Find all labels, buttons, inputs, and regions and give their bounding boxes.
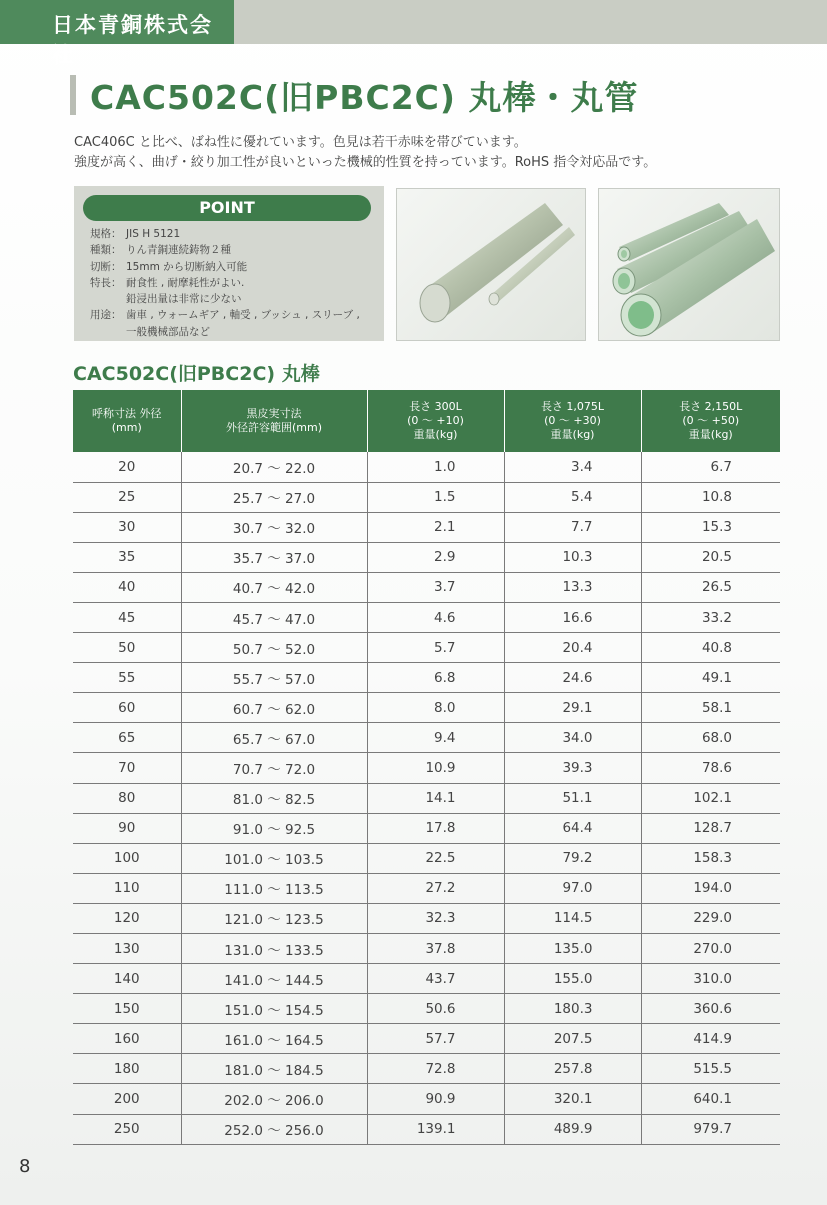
header-text: 長さ 1,075L bbox=[540, 400, 605, 413]
cell-actual-dimension: 81.0 ～ 82.5 bbox=[181, 783, 367, 813]
cell-nominal-diameter: 110 bbox=[73, 873, 181, 903]
header-text: 重量(kg) bbox=[688, 428, 733, 441]
point-item bbox=[90, 259, 380, 275]
cell-weight-2150: 414.9 bbox=[641, 1024, 780, 1054]
table-row bbox=[73, 1114, 780, 1144]
cell-actual-dimension: 55.7 ～ 57.0 bbox=[181, 663, 367, 693]
cell-nominal-diameter: 140 bbox=[73, 964, 181, 994]
cell-weight-2150: 194.0 bbox=[641, 873, 780, 903]
cell-weight-2150: 49.1 bbox=[641, 663, 780, 693]
table-row bbox=[73, 693, 780, 723]
cell-weight-1075: 7.7 bbox=[504, 512, 641, 542]
cell-actual-dimension: 252.0 ～ 256.0 bbox=[181, 1114, 367, 1144]
cell-nominal-diameter: 50 bbox=[73, 633, 181, 663]
point-item bbox=[90, 324, 380, 340]
point-item-text: 15mm から切断納入可能 bbox=[126, 260, 248, 273]
cell-weight-300: 72.8 bbox=[367, 1054, 504, 1084]
cell-actual-dimension: 60.7 ～ 62.0 bbox=[181, 693, 367, 723]
cell-weight-300: 9.4 bbox=[367, 723, 504, 753]
cell-weight-1075: 64.4 bbox=[504, 813, 641, 843]
page-title: CAC502C(旧PBC2C) 丸棒・丸管 bbox=[90, 78, 639, 117]
cell-weight-2150: 20.5 bbox=[641, 542, 780, 572]
cell-weight-300: 57.7 bbox=[367, 1024, 504, 1054]
cell-weight-2150: 158.3 bbox=[641, 843, 780, 873]
intro-text bbox=[74, 133, 774, 173]
header-weight-1075 bbox=[504, 390, 641, 452]
table-body bbox=[73, 452, 780, 1144]
cell-weight-300: 17.8 bbox=[367, 813, 504, 843]
cell-weight-2150: 360.6 bbox=[641, 994, 780, 1024]
table-row bbox=[73, 1024, 780, 1054]
cell-weight-300: 5.7 bbox=[367, 633, 504, 663]
point-item-label: 切断： bbox=[90, 260, 122, 273]
cell-weight-300: 43.7 bbox=[367, 964, 504, 994]
cell-weight-1075: 97.0 bbox=[504, 873, 641, 903]
cell-actual-dimension: 121.0 ～ 123.5 bbox=[181, 903, 367, 933]
cell-actual-dimension: 40.7 ～ 42.0 bbox=[181, 572, 367, 602]
cell-nominal-diameter: 35 bbox=[73, 542, 181, 572]
header-weight-300 bbox=[367, 390, 504, 452]
table-row bbox=[73, 964, 780, 994]
point-item-label: 種類： bbox=[90, 244, 122, 257]
page-number: 8 bbox=[19, 1156, 31, 1177]
cell-weight-2150: 515.5 bbox=[641, 1054, 780, 1084]
table-row bbox=[73, 663, 780, 693]
table-title: CAC502C(旧PBC2C) 丸棒 bbox=[73, 363, 320, 385]
cell-weight-1075: 39.3 bbox=[504, 753, 641, 783]
header-text: 長さ 300L bbox=[409, 400, 462, 413]
table-row bbox=[73, 633, 780, 663]
table-row bbox=[73, 873, 780, 903]
cell-actual-dimension: 65.7 ～ 67.0 bbox=[181, 723, 367, 753]
cell-weight-1075: 16.6 bbox=[504, 602, 641, 632]
cell-weight-1075: 34.0 bbox=[504, 723, 641, 753]
cell-weight-300: 1.5 bbox=[367, 482, 504, 512]
point-item-label: 規格： bbox=[90, 228, 122, 240]
cell-weight-2150: 270.0 bbox=[641, 934, 780, 964]
cell-weight-300: 27.2 bbox=[367, 873, 504, 903]
cell-nominal-diameter: 100 bbox=[73, 843, 181, 873]
cell-actual-dimension: 131.0 ～ 133.5 bbox=[181, 934, 367, 964]
cell-nominal-diameter: 180 bbox=[73, 1054, 181, 1084]
cell-weight-1075: 207.5 bbox=[504, 1024, 641, 1054]
cell-weight-2150: 310.0 bbox=[641, 964, 780, 994]
cell-actual-dimension: 181.0 ～ 184.5 bbox=[181, 1054, 367, 1084]
cell-weight-2150: 15.3 bbox=[641, 512, 780, 542]
cell-weight-300: 32.3 bbox=[367, 903, 504, 933]
cell-nominal-diameter: 120 bbox=[73, 903, 181, 933]
cell-weight-300: 139.1 bbox=[367, 1114, 504, 1144]
cell-nominal-diameter: 25 bbox=[73, 482, 181, 512]
cell-nominal-diameter: 130 bbox=[73, 934, 181, 964]
header-weight-2150 bbox=[641, 390, 780, 452]
cell-weight-300: 50.6 bbox=[367, 994, 504, 1024]
cell-weight-300: 4.6 bbox=[367, 602, 504, 632]
point-item-text: 一般機械部品など bbox=[126, 325, 210, 338]
cell-weight-2150: 6.7 bbox=[641, 452, 780, 482]
cell-weight-2150: 102.1 bbox=[641, 783, 780, 813]
cell-weight-300: 6.8 bbox=[367, 663, 504, 693]
cell-weight-2150: 128.7 bbox=[641, 813, 780, 843]
point-heading: POINT bbox=[83, 195, 371, 221]
product-photo-rods bbox=[396, 188, 586, 341]
round-bars-image bbox=[397, 189, 586, 341]
header-text: (0 ～ +50) bbox=[682, 414, 740, 427]
cell-weight-2150: 78.6 bbox=[641, 753, 780, 783]
table-row bbox=[73, 482, 780, 512]
cell-weight-2150: 979.7 bbox=[641, 1114, 780, 1144]
header-text: (0 ～ +30) bbox=[544, 414, 601, 427]
cell-weight-1075: 320.1 bbox=[504, 1084, 641, 1114]
cell-actual-dimension: 35.7 ～ 37.0 bbox=[181, 542, 367, 572]
cell-weight-300: 8.0 bbox=[367, 693, 504, 723]
cell-weight-2150: 640.1 bbox=[641, 1084, 780, 1114]
table-row bbox=[73, 783, 780, 813]
table-row bbox=[73, 994, 780, 1024]
cell-actual-dimension: 141.0 ～ 144.5 bbox=[181, 964, 367, 994]
cell-nominal-diameter: 70 bbox=[73, 753, 181, 783]
cell-nominal-diameter: 45 bbox=[73, 602, 181, 632]
header-text: (0 ～ +10) bbox=[407, 414, 464, 427]
cell-nominal-diameter: 90 bbox=[73, 813, 181, 843]
table-row bbox=[73, 602, 780, 632]
cell-weight-2150: 26.5 bbox=[641, 572, 780, 602]
header-text: 重量(kg) bbox=[413, 428, 458, 441]
header-actual-dimension bbox=[181, 390, 367, 452]
point-item-text: 耐食性 , 耐摩耗性がよい. bbox=[126, 276, 245, 289]
header-text: 長さ 2,150L bbox=[679, 400, 743, 413]
cell-weight-300: 3.7 bbox=[367, 572, 504, 602]
cell-weight-2150: 68.0 bbox=[641, 723, 780, 753]
table-header-row bbox=[73, 390, 780, 452]
table-row bbox=[73, 1084, 780, 1114]
cell-weight-300: 37.8 bbox=[367, 934, 504, 964]
cell-weight-1075: 79.2 bbox=[504, 843, 641, 873]
cell-weight-300: 2.1 bbox=[367, 512, 504, 542]
cell-weight-300: 2.9 bbox=[367, 542, 504, 572]
cell-actual-dimension: 45.7 ～ 47.0 bbox=[181, 602, 367, 632]
title-accent-bar bbox=[70, 75, 76, 115]
point-item bbox=[90, 291, 380, 307]
point-item bbox=[90, 226, 380, 242]
table-row bbox=[73, 753, 780, 783]
cell-weight-1075: 155.0 bbox=[504, 964, 641, 994]
table-row bbox=[73, 1054, 780, 1084]
point-item bbox=[90, 275, 380, 291]
point-item-label bbox=[90, 324, 126, 340]
cell-weight-300: 14.1 bbox=[367, 783, 504, 813]
cell-nominal-diameter: 250 bbox=[73, 1114, 181, 1144]
table-row bbox=[73, 813, 780, 843]
cell-weight-1075: 3.4 bbox=[504, 452, 641, 482]
cell-actual-dimension: 20.7 ～ 22.0 bbox=[181, 452, 367, 482]
header-text: 黒皮実寸法 bbox=[246, 407, 302, 420]
spec-table bbox=[73, 390, 780, 1145]
table-row bbox=[73, 572, 780, 602]
cell-actual-dimension: 151.0 ～ 154.5 bbox=[181, 994, 367, 1024]
cell-weight-1075: 257.8 bbox=[504, 1054, 641, 1084]
table-row bbox=[73, 903, 780, 933]
header-nominal-diameter bbox=[73, 390, 181, 452]
point-item-text: りん青銅連続鋳物２種 bbox=[126, 244, 231, 257]
cell-weight-1075: 180.3 bbox=[504, 994, 641, 1024]
point-item-label bbox=[90, 291, 126, 307]
product-photo-tubes bbox=[598, 188, 780, 341]
point-item-label: 特長： bbox=[90, 276, 122, 289]
cell-actual-dimension: 70.7 ～ 72.0 bbox=[181, 753, 367, 783]
table-row bbox=[73, 934, 780, 964]
cell-actual-dimension: 30.7 ～ 32.0 bbox=[181, 512, 367, 542]
cell-nominal-diameter: 40 bbox=[73, 572, 181, 602]
cell-actual-dimension: 202.0 ～ 206.0 bbox=[181, 1084, 367, 1114]
cell-weight-2150: 58.1 bbox=[641, 693, 780, 723]
cell-weight-1075: 5.4 bbox=[504, 482, 641, 512]
point-item-label: 用途： bbox=[90, 309, 122, 322]
cell-weight-300: 1.0 bbox=[367, 452, 504, 482]
intro-line-1: CAC406C と比べ、ばね性に優れています。色見は若干赤味を帯びています。 bbox=[74, 135, 527, 150]
header-text: 重量(kg) bbox=[550, 428, 595, 441]
cell-actual-dimension: 25.7 ～ 27.0 bbox=[181, 482, 367, 512]
cell-nominal-diameter: 80 bbox=[73, 783, 181, 813]
header-text: 外径許容範囲(mm) bbox=[225, 421, 322, 434]
intro-line-2: 強度が高く、曲げ・絞り加工性が良いといった機械的性質を持っています。RoHS 指令対応品です。 bbox=[74, 155, 657, 170]
table-row bbox=[73, 843, 780, 873]
point-item-text: 歯車 , ウォームギア , 軸受 , ブッシュ , スリーブ , bbox=[126, 309, 360, 322]
point-list bbox=[90, 226, 380, 340]
cell-weight-1075: 114.5 bbox=[504, 903, 641, 933]
cell-actual-dimension: 161.0 ～ 164.5 bbox=[181, 1024, 367, 1054]
cell-weight-1075: 29.1 bbox=[504, 693, 641, 723]
cell-weight-1075: 20.4 bbox=[504, 633, 641, 663]
header-text: (mm) bbox=[111, 421, 142, 434]
company-name: 日本青銅株式会社 bbox=[0, 0, 234, 44]
cell-weight-1075: 489.9 bbox=[504, 1114, 641, 1144]
header-text: 呼称寸法 外径 bbox=[92, 407, 162, 420]
cell-nominal-diameter: 150 bbox=[73, 994, 181, 1024]
cell-weight-300: 22.5 bbox=[367, 843, 504, 873]
cell-nominal-diameter: 20 bbox=[73, 452, 181, 482]
cell-weight-300: 90.9 bbox=[367, 1084, 504, 1114]
point-box bbox=[74, 186, 384, 341]
point-item-text: 鉛浸出量は非常に少ない bbox=[126, 293, 242, 306]
table-row bbox=[73, 723, 780, 753]
table-row bbox=[73, 542, 780, 572]
table-row bbox=[73, 512, 780, 542]
point-item bbox=[90, 307, 380, 323]
cell-nominal-diameter: 200 bbox=[73, 1084, 181, 1114]
cell-nominal-diameter: 55 bbox=[73, 663, 181, 693]
point-item bbox=[90, 242, 380, 258]
cell-actual-dimension: 50.7 ～ 52.0 bbox=[181, 633, 367, 663]
cell-weight-1075: 13.3 bbox=[504, 572, 641, 602]
cell-weight-1075: 51.1 bbox=[504, 783, 641, 813]
table-row bbox=[73, 452, 780, 482]
cell-actual-dimension: 111.0 ～ 113.5 bbox=[181, 873, 367, 903]
round-tubes-image bbox=[599, 189, 780, 341]
cell-weight-1075: 10.3 bbox=[504, 542, 641, 572]
cell-weight-2150: 10.8 bbox=[641, 482, 780, 512]
cell-nominal-diameter: 60 bbox=[73, 693, 181, 723]
point-item-text: JIS H 5121 bbox=[126, 228, 181, 240]
cell-weight-1075: 135.0 bbox=[504, 934, 641, 964]
cell-weight-1075: 24.6 bbox=[504, 663, 641, 693]
cell-actual-dimension: 101.0 ～ 103.5 bbox=[181, 843, 367, 873]
cell-actual-dimension: 91.0 ～ 92.5 bbox=[181, 813, 367, 843]
cell-nominal-diameter: 65 bbox=[73, 723, 181, 753]
cell-weight-300: 10.9 bbox=[367, 753, 504, 783]
cell-weight-2150: 229.0 bbox=[641, 903, 780, 933]
cell-weight-2150: 33.2 bbox=[641, 602, 780, 632]
cell-nominal-diameter: 30 bbox=[73, 512, 181, 542]
cell-nominal-diameter: 160 bbox=[73, 1024, 181, 1054]
cell-weight-2150: 40.8 bbox=[641, 633, 780, 663]
